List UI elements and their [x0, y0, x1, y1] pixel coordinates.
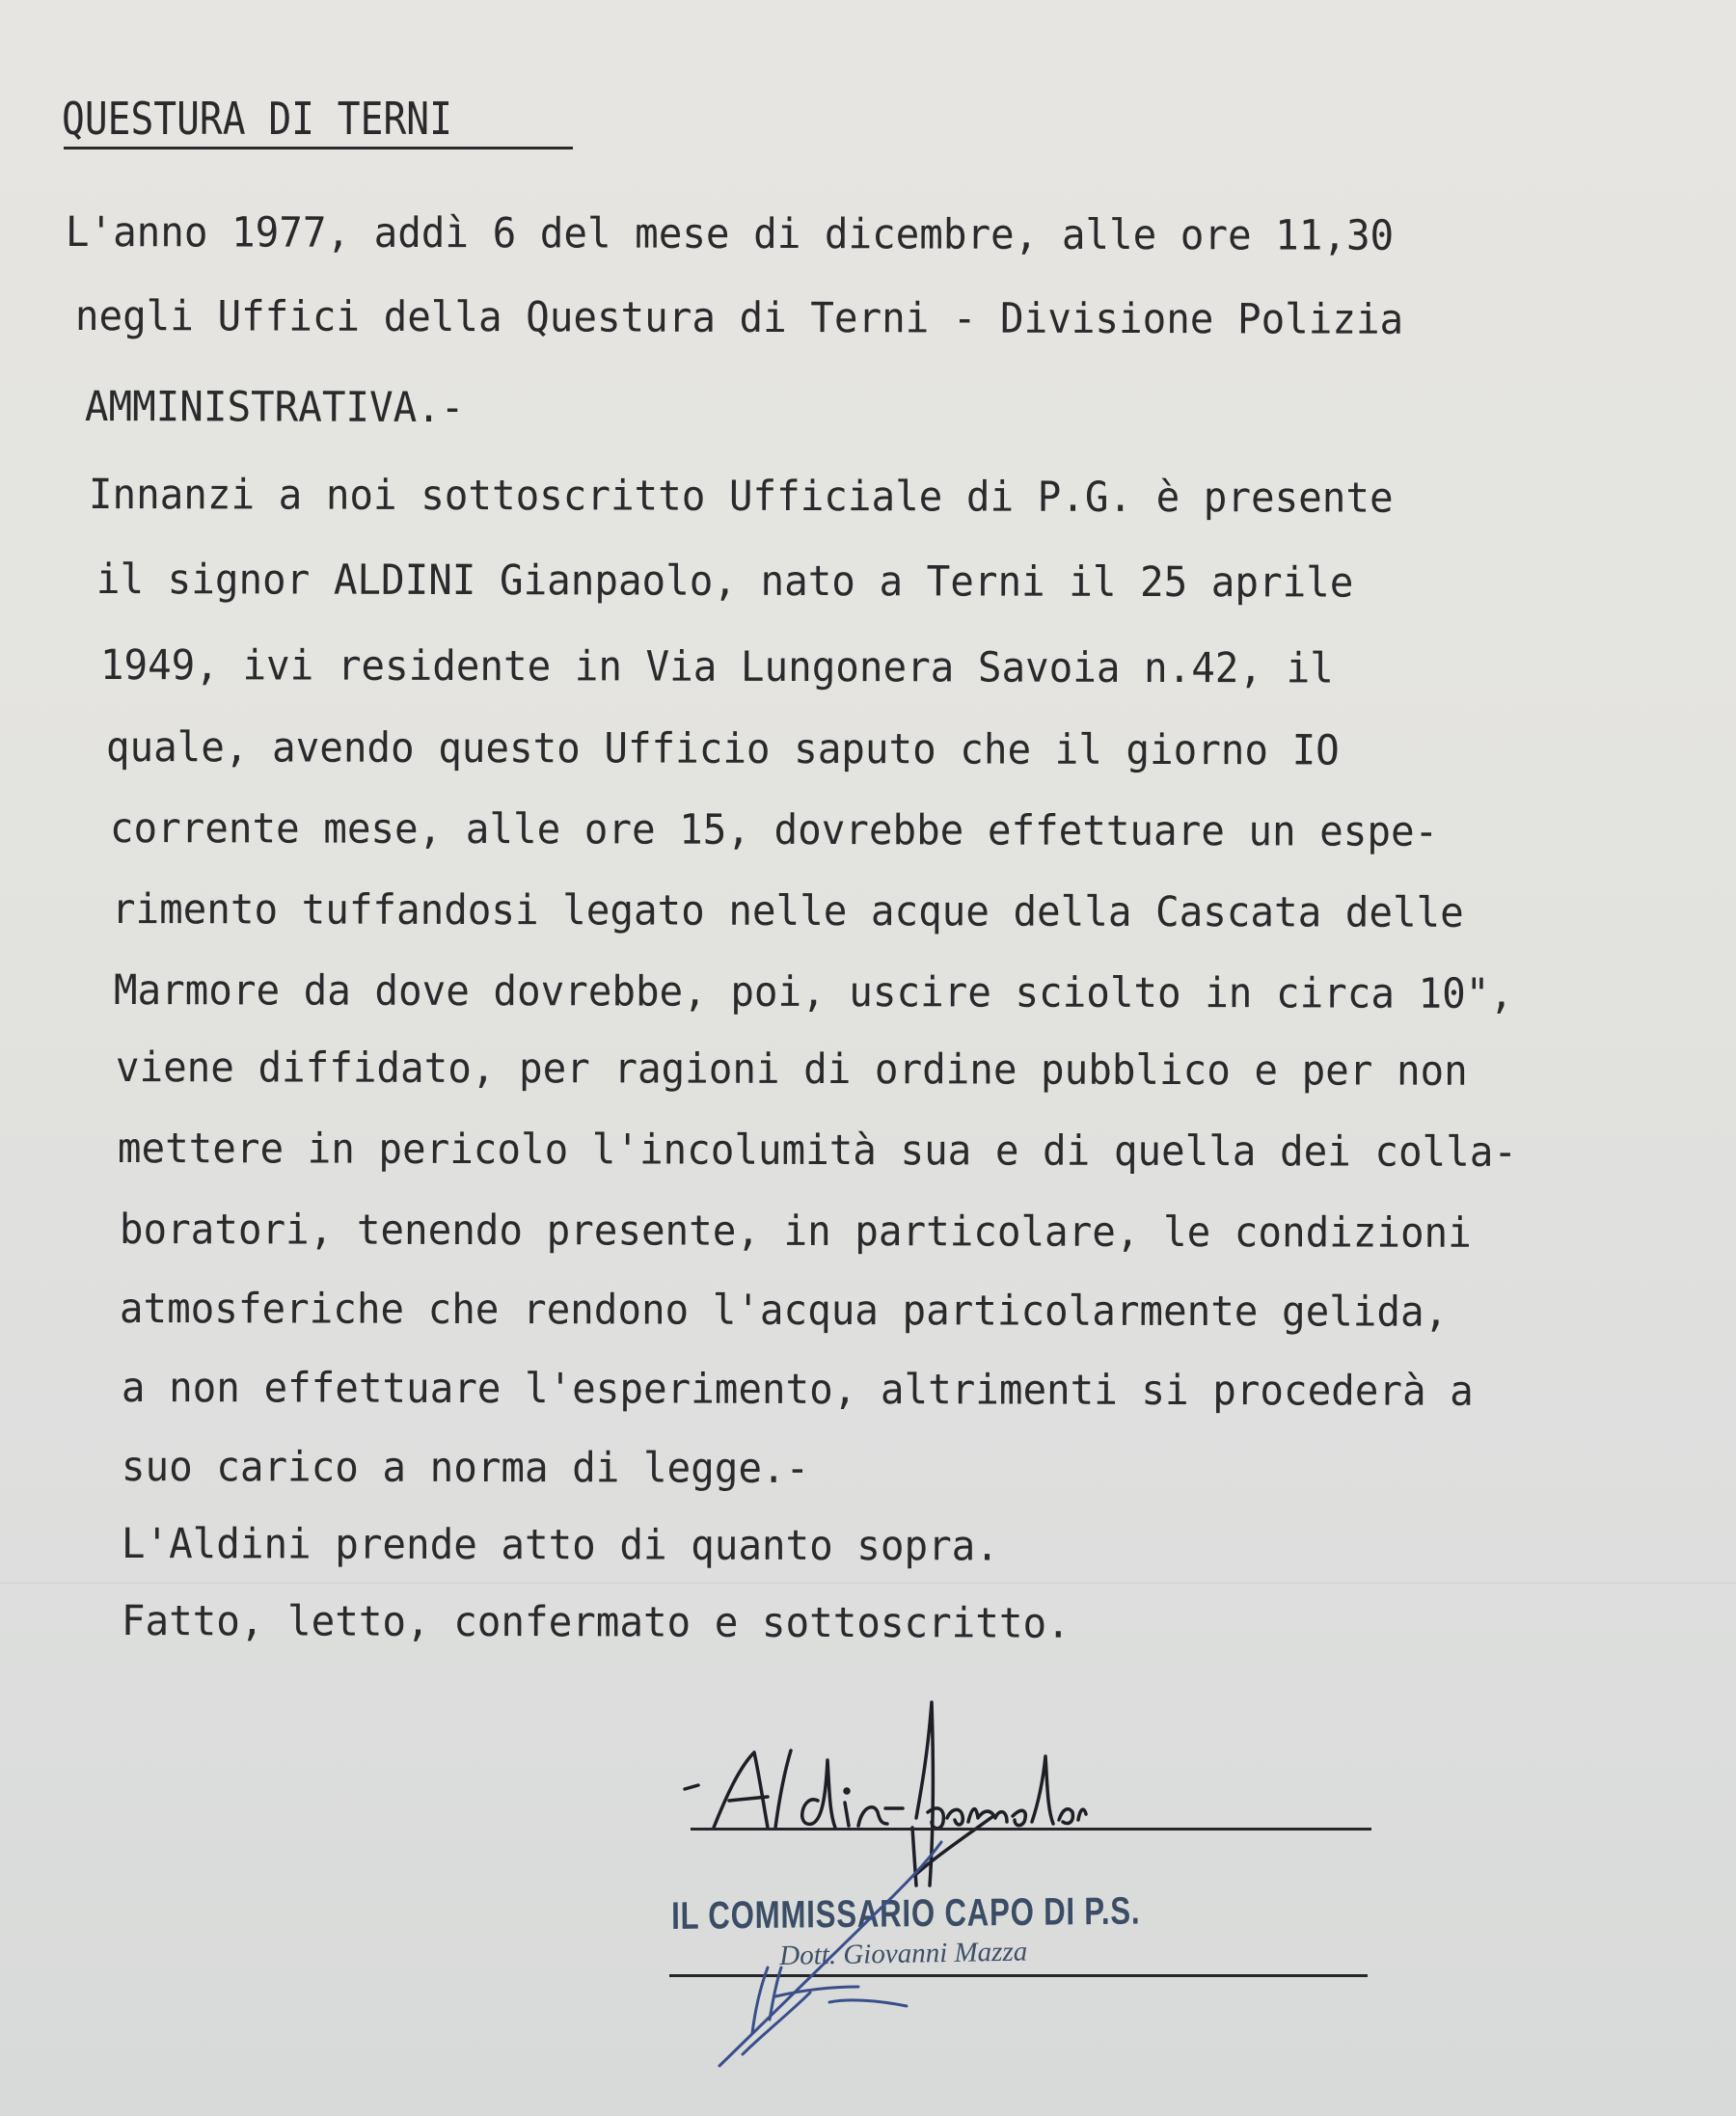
body-line-13: boratori, tenendo presente, in particolare, le condizioni: [119, 1206, 1472, 1258]
body-line-14: atmosferiche che rendono l'acqua particolarmente gelida,: [119, 1285, 1449, 1337]
body-line-8: corrente mese, alle ore 15, dovrebbe effettuare un espe-: [109, 804, 1439, 856]
body-line-4: Innanzi a noi sottoscritto Ufficiale di P.G. è presente: [88, 471, 1394, 523]
body-line-1: L'anno 1977, addì 6 del mese di dicembre, alle ore 11,30: [65, 208, 1395, 260]
body-line-9: rimento tuffandosi legato nelle acque della Cascata delle: [111, 885, 1464, 937]
body-line-2: negli Uffici della Questura di Terni - Divisione Polizia: [74, 292, 1404, 344]
body-line-11: viene diffidato, per ragioni di ordine pubblico e per non: [115, 1044, 1468, 1096]
body-line-5: il signor ALDINI Gianpaolo, nato a Terni il 25 aprile: [95, 556, 1354, 608]
body-line-12: mettere in pericolo l'incolumità sua e di quella dei colla-: [117, 1125, 1518, 1177]
paper-fold: [0, 1582, 1736, 1585]
stamp-title: IL COMMISSARIO CAPO DI P.S.: [671, 1889, 1141, 1938]
body-line-3: AMMINISTRATIVA.-: [84, 383, 465, 433]
body-line-15: a non effettuare l'esperimento, altrimenti si procederà a: [121, 1364, 1474, 1416]
body-line-10: Marmore da dove dovrebbe, poi, uscire sciolto in circa 10",: [113, 966, 1514, 1018]
stamp-name: Dott. Giovanni Mazza: [779, 1936, 1028, 1971]
header-underline: [64, 147, 573, 149]
body-line-6: 1949, ivi residente in Via Lungonera Savoia n.42, il: [99, 641, 1334, 693]
body-line-7: quale, avendo questo Ufficio saputo che il giorno IO: [105, 723, 1340, 775]
document-header: QUESTURA DI TERNI: [62, 93, 452, 145]
official-signature: [714, 1813, 1022, 2083]
body-line-17: L'Aldini prende atto di quanto sopra.: [121, 1520, 999, 1571]
body-line-16: suo carico a norma di legge.-: [121, 1443, 810, 1493]
body-line-18: Fatto, letto, confermato e sottoscritto.: [121, 1597, 1071, 1648]
